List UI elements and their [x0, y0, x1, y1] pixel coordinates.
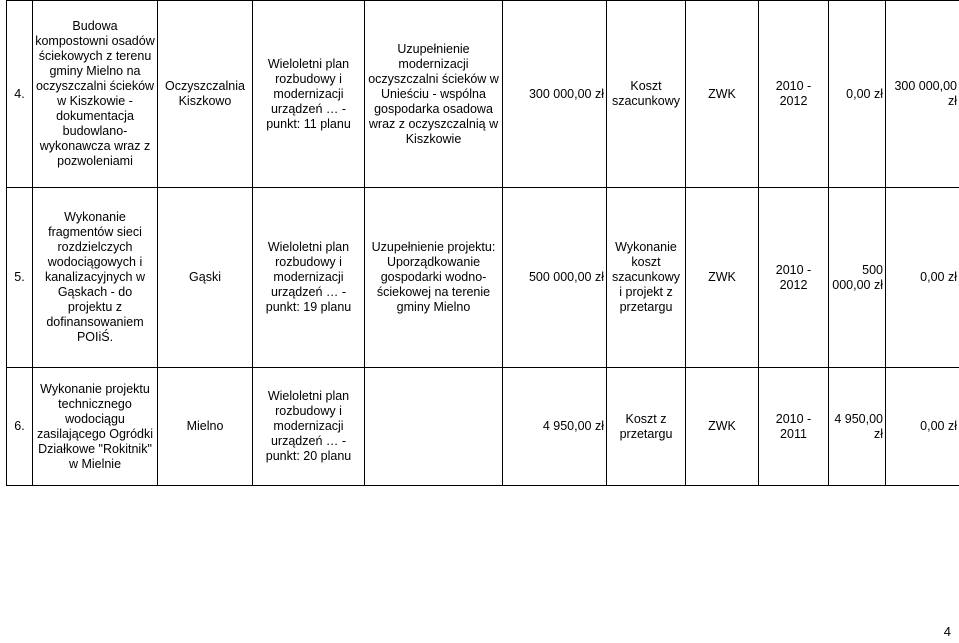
- investment-table: [6, 0, 959, 486]
- row-number: 6.: [7, 368, 33, 486]
- funding-source: ZWK: [686, 1, 759, 188]
- funding-source: ZWK: [686, 188, 759, 368]
- task-location: Mielno: [158, 368, 253, 486]
- task-cost: 300 000,00 zł: [503, 1, 607, 188]
- task-cost: 4 950,00 zł: [503, 368, 607, 486]
- table-row: [7, 188, 959, 368]
- task-basis: Wieloletni plan rozbudowy i modernizacji urządzeń … - punkt: 20 planu: [253, 368, 365, 486]
- task-name: Wykonanie projektu technicznego wodociągu zasilającego Ogródki Działkowe "Rokitnik" w Mielnie: [33, 368, 158, 486]
- task-basis: Wieloletni plan rozbudowy i modernizacji urządzeń … - punkt: 19 planu: [253, 188, 365, 368]
- cost-type: Wykonanie koszt szacunkowy i projekt z przetargu: [607, 188, 686, 368]
- cost-type: Koszt szacunkowy: [607, 1, 686, 188]
- task-period: 2010 - 2011: [759, 368, 829, 486]
- amount-a: 4 950,00 zł: [829, 368, 886, 486]
- amount-a: 0,00 zł: [829, 1, 886, 188]
- amount-b: 300 000,00 zł: [886, 1, 959, 188]
- task-description: Uzupełnienie modernizacji oczyszczalni ścieków w Unieściu - wspólna gospodarka osadowa wraz z oczyszczalnią w Kiszkowie: [365, 1, 503, 188]
- table-row: [7, 1, 959, 188]
- task-location: Gąski: [158, 188, 253, 368]
- task-location: Oczyszczalnia Kiszkowo: [158, 1, 253, 188]
- amount-b: 0,00 zł: [886, 368, 959, 486]
- amount-b: 0,00 zł: [886, 188, 959, 368]
- table-row: [7, 368, 959, 486]
- row-number: 5.: [7, 188, 33, 368]
- row-number: 4.: [7, 1, 33, 188]
- task-description: Uzupełnienie projektu: Uporządkowanie gospodarki wodno-ściekowej na terenie gminy Mielno: [365, 188, 503, 368]
- task-cost: 500 000,00 zł: [503, 188, 607, 368]
- task-basis: Wieloletni plan rozbudowy i modernizacji urządzeń … - punkt: 11 planu: [253, 1, 365, 188]
- page-number: 4: [943, 624, 951, 639]
- task-period: 2010 - 2012: [759, 188, 829, 368]
- cost-type: Koszt z przetargu: [607, 368, 686, 486]
- task-period: 2010 - 2012: [759, 1, 829, 188]
- funding-source: ZWK: [686, 368, 759, 486]
- task-name: Wykonanie fragmentów sieci rozdzielczych wodociągowych i kanalizacyjnych w Gąskach - do projektu z dofinansowaniem POIiŚ.: [33, 188, 158, 368]
- task-name: Budowa kompostowni osadów ściekowych z terenu gminy Mielno na oczyszczalni ścieków w Kiszkowie - dokumentacja budowlano-wykonawcza wraz z pozwoleniami: [33, 1, 158, 188]
- amount-a: 500 000,00 zł: [829, 188, 886, 368]
- task-description: [365, 368, 503, 486]
